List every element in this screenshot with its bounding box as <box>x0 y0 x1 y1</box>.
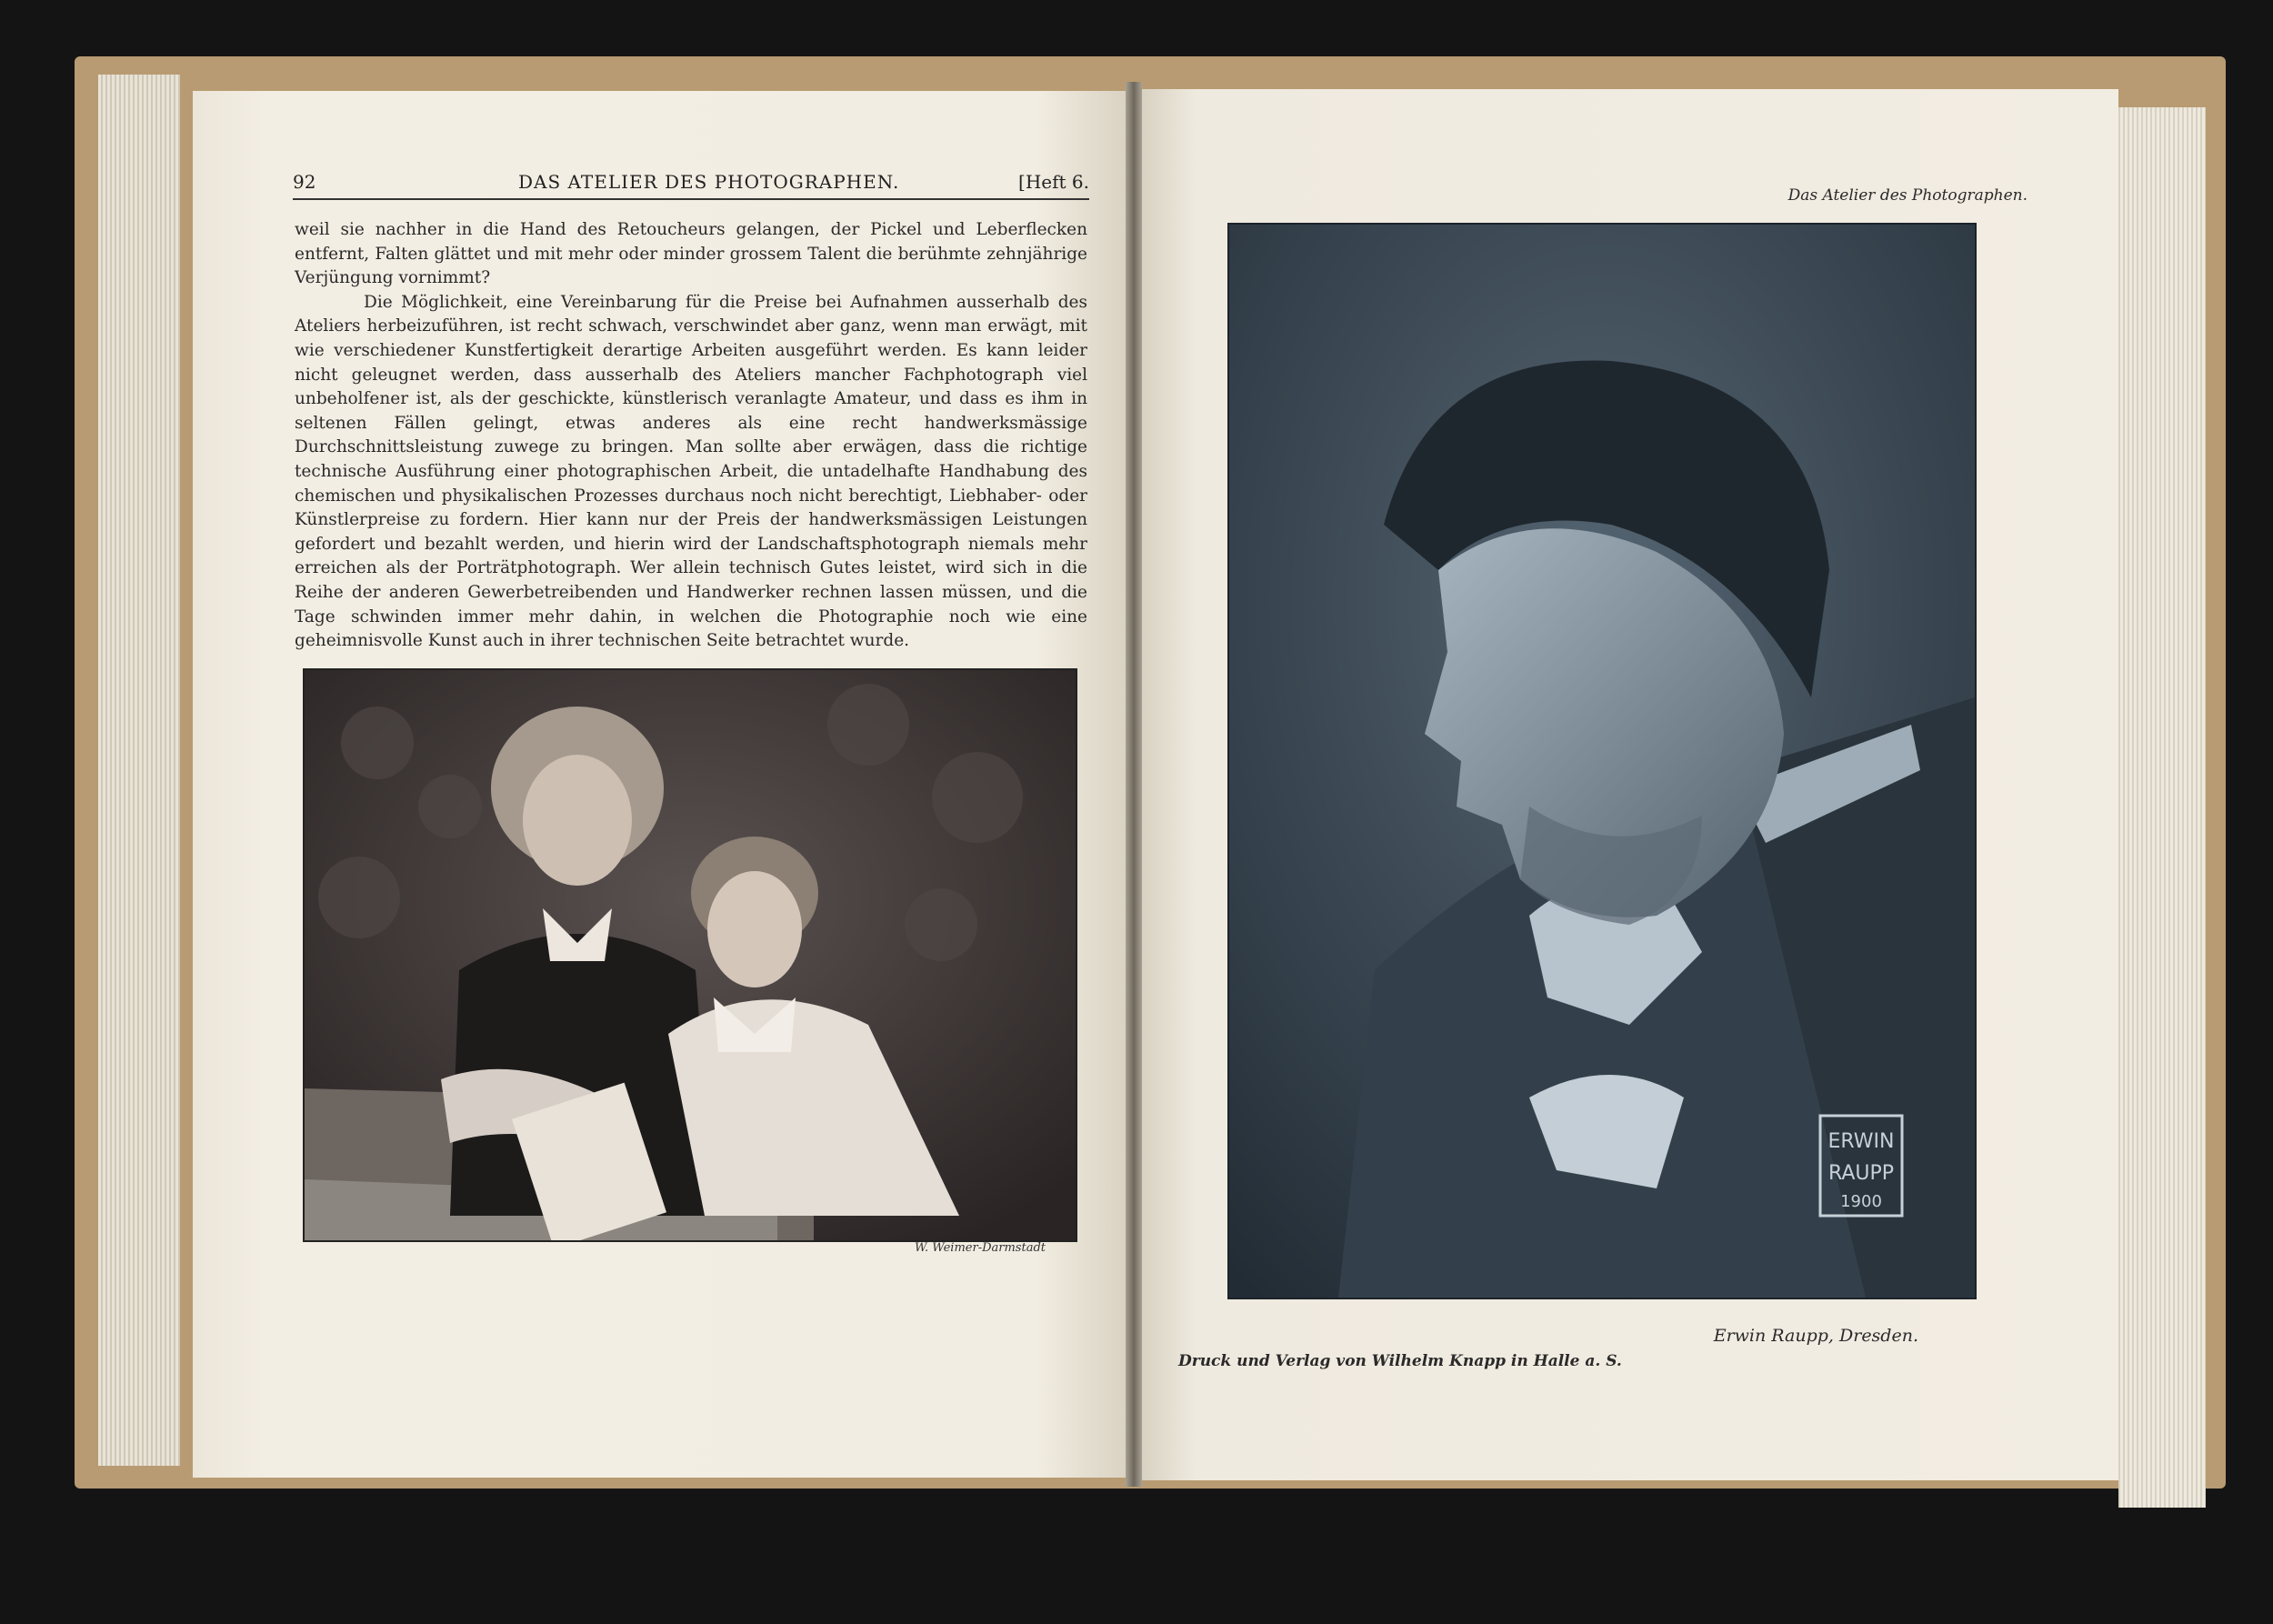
children-photograph <box>303 668 1077 1242</box>
paragraph: weil sie nachher in die Hand des Retoucheurs gelangen, der Pickel und Leberflecken entfernt, Falten glättet und mit mehr oder minder grossem Talent die berühmte zehnjährige Verjüngung vornimmt? <box>295 220 1087 288</box>
running-head <box>293 171 1089 200</box>
issue-label: [Heft 6. <box>1018 171 1089 193</box>
page-edges-right <box>2118 107 2206 1508</box>
journal-name: Das Atelier des Photographen. <box>1787 186 2028 205</box>
portrait-photograph <box>1227 223 1977 1299</box>
page-edges-left <box>98 75 180 1466</box>
paragraph: Die Möglichkeit, eine Vereinbarung für die Preise bei Aufnahmen ausserhalb des Ateliers herbeizuführen, ist recht schwach, verschwindet aber ganz, wenn man erwägt, mit wie verschiedener Kunstfertigkeit derartige Arbeiten ausgeführt werden. Es kann leider nicht geleugnet werden, dass ausserhalb des Ateliers mancher Fachphotograph viel unbeholfener ist, als der geschickte, künstlerisch veranlagte Amateur, und dass es ihm in seltenen Fällen gelingt, etwas anderes als eine recht handwerksmässige Durchschnittsleistung zuwege zu bringen. Man sollte aber erwägen, dass die richtige technische Ausführung einer photographischen Arbeit, die untadelhafte Handhabung des chemischen und physikalischen Prozesses durchaus noch nicht berechtigt, Liebhaber- oder Künstlerpreise zu fordern. Hier kann nur der Preis der handwerksmässigen Leistungen gefordert und bezahlt werden, und hierin wird der Landschaftsphotograph niemals mehr erreichen als der Porträtphotograph. Wer allein technisch Gutes leistet, wird sich in die Reihe der anderen Gewerbetreibenden und Handwerker rechnen lassen müssen, und die Tage schwinden immer mehr dahin, in welchen die Photographie noch wie eine geheimnisvolle Kunst auch in ihrer technischen Seite betrachtet wurde. <box>295 292 1087 651</box>
page-number: 92 <box>293 171 316 193</box>
book-gutter <box>1126 82 1142 1487</box>
article-text <box>295 218 1087 654</box>
running-title: DAS ATELIER DES PHOTOGRAPHEN. <box>518 171 900 193</box>
svg-text:1900: 1900 <box>1840 1192 1882 1211</box>
svg-text:RAUPP: RAUPP <box>1827 1162 1895 1185</box>
photo-credit-portrait: Erwin Raupp, Dresden. <box>1713 1326 1918 1346</box>
publisher-line: Druck und Verlag von Wilhelm Knapp in Halle a. S. <box>1178 1352 1622 1370</box>
photo-credit-kids: W. Weimer-Darmstadt <box>914 1241 1046 1255</box>
svg-text:ERWIN: ERWIN <box>1827 1130 1895 1153</box>
